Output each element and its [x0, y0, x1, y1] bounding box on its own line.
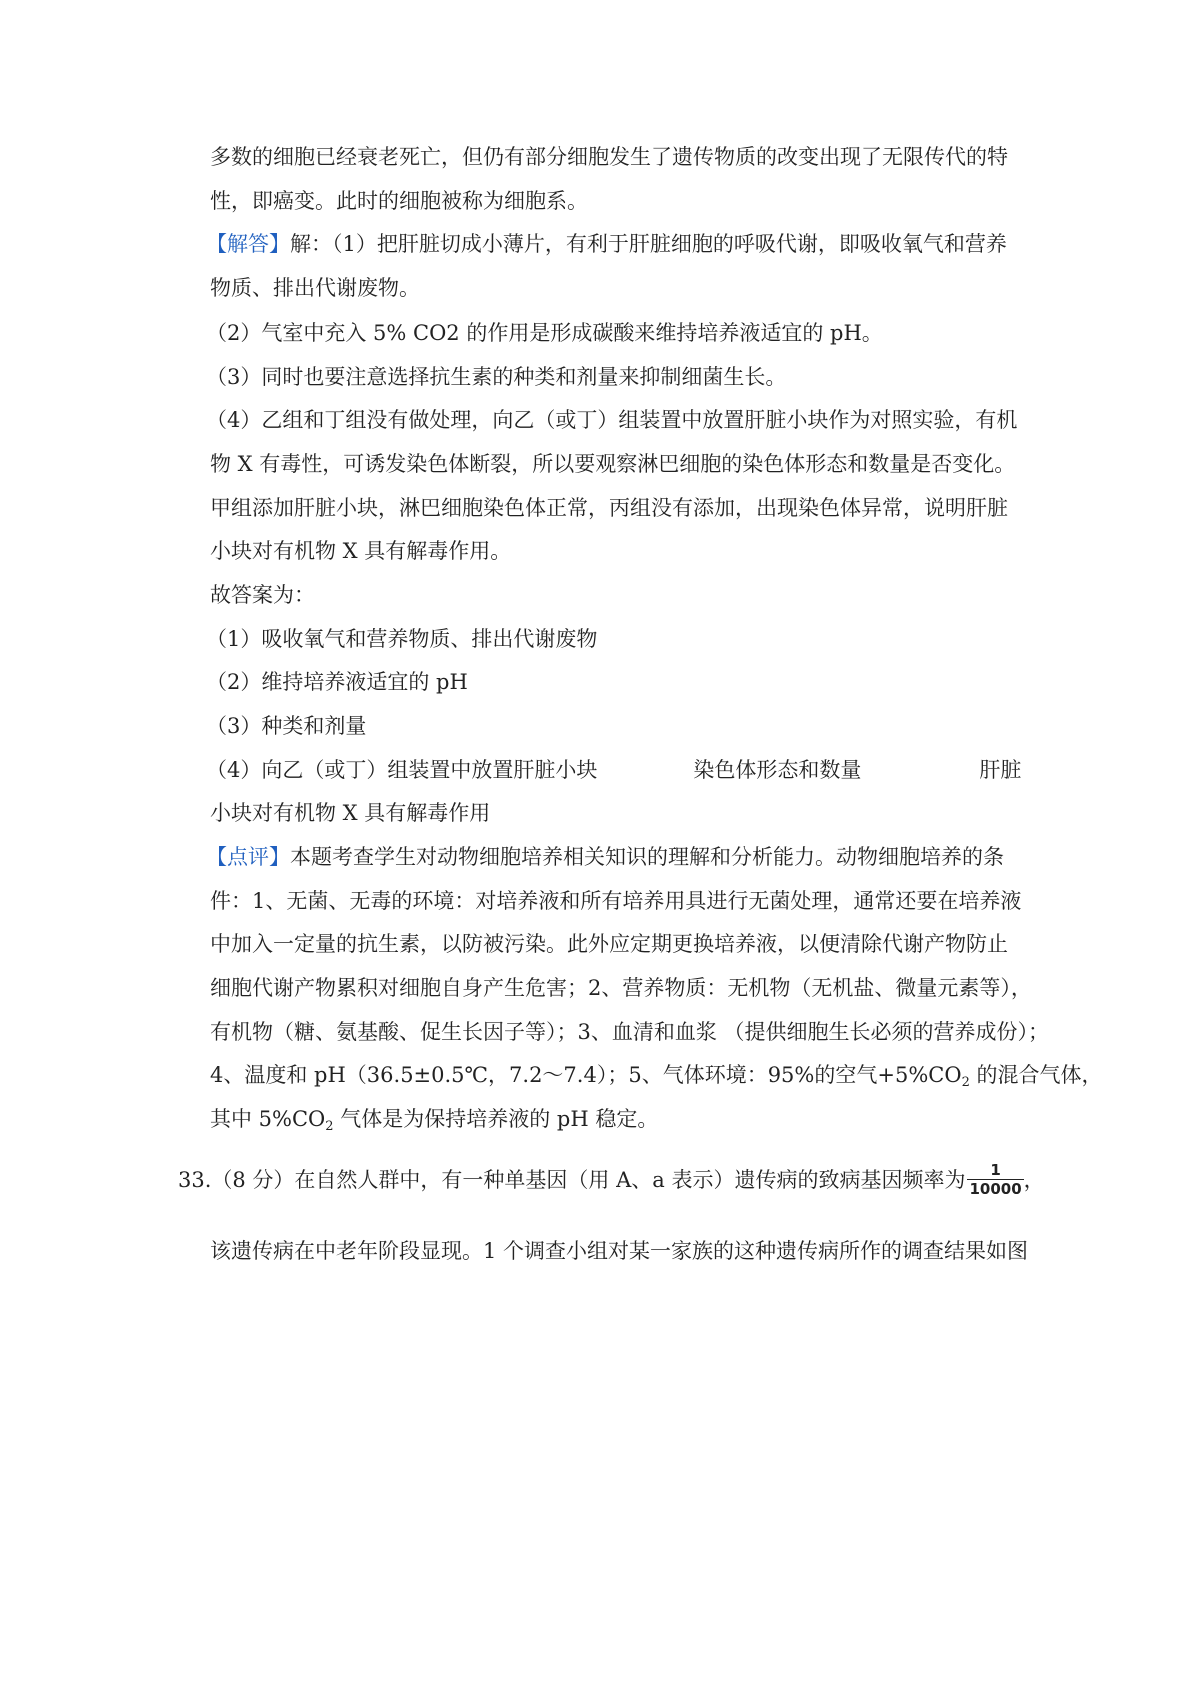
answer-item: （1）吸收氧气和营养物质、排出代谢废物: [206, 627, 598, 651]
text-line: （2）气室中充入 5% CO2 的作用是形成碳酸来维持培养液适宜的 pH。: [206, 321, 883, 345]
answer-paragraph-start: [206, 229, 1022, 259]
text-line: 物质、排出代谢废物。: [210, 276, 420, 300]
text-span: 本题考查学生对动物细胞培养相关知识的理解和分析能力。动物细胞培养的条: [290, 845, 1004, 869]
answer-item: （2）维持培养液适宜的 pH: [206, 670, 468, 694]
text-span: 4、温度和 pH（36.5±0.5℃，7.2～7.4）；5、气体环境：95%的空气+5%CO: [210, 1063, 962, 1087]
subscript: 2: [961, 1075, 970, 1090]
text-line: 物 X 有毒性，可诱发染色体断裂，所以要观察淋巴细胞的染色体形态和数量是否变化。: [210, 452, 1016, 476]
text-line: 细胞代谢产物累积对细胞自身产生危害；2、营养物质：无机物（无机盐、微量元素等），: [210, 976, 1032, 1000]
answer-item: [206, 755, 1022, 785]
text-line: 甲组添加肝脏小块，淋巴细胞染色体正常，丙组没有添加，出现染色体异常，说明肝脏: [210, 496, 1008, 520]
text-line: 该遗传病在中老年阶段显现。1 个调查小组对某一家族的这种遗传病所作的调查结果如图: [210, 1239, 1029, 1263]
text-line: 多数的细胞已经衰老死亡，但仍有部分细胞发生了遗传物质的改变出现了无限传代的特: [210, 145, 1008, 169]
text-span: 肝脏: [979, 758, 1022, 782]
text-span: ，: [1023, 1168, 1045, 1192]
comment-paragraph-start: [206, 842, 1022, 872]
text-span: 解：（1）把肝脏切成小薄片，有利于肝脏细胞的呼吸代谢，即吸收氧气和营养: [290, 232, 1007, 256]
text-span: 其中 5%CO: [210, 1107, 326, 1131]
fraction-denominator: 10000: [969, 1180, 1022, 1198]
text-line: 件：1、无菌、无毒的环境：对培养液和所有培养用具进行无菌处理，通常还要在培养液: [210, 889, 1022, 913]
question-text: 33.（8 分）在自然人群中，有一种单基因（用 A、a 表示）遗传病的致病基因频率为: [178, 1168, 966, 1192]
text-line: 故答案为：: [210, 583, 315, 607]
comment-tag: 【点评】: [206, 845, 290, 869]
text-span: （4）向乙（或丁）组装置中放置肝脏小块: [206, 758, 598, 782]
text-span: 染色体形态和数量: [693, 758, 862, 782]
text-line: 性，即癌变。此时的细胞被称为细胞系。: [210, 189, 588, 213]
text-line: 中加入一定量的抗生素，以防被污染。此外应定期更换培养液，以便清除代谢产物防止: [210, 932, 1008, 956]
text-line: [210, 1104, 1026, 1134]
text-span: 气体是为保持培养液的 pH 稳定。: [333, 1107, 659, 1131]
subscript: 2: [325, 1119, 334, 1134]
text-line: （3）同时也要注意选择抗生素的种类和剂量来抑制细菌生长。: [206, 365, 787, 389]
fraction: [967, 1161, 1023, 1198]
question-33: [178, 1161, 1045, 1200]
answer-tag: 【解答】: [206, 232, 290, 256]
text-line: 小块对有机物 X 具有解毒作用。: [210, 539, 512, 563]
text-line: 小块对有机物 X 具有解毒作用: [210, 801, 491, 825]
text-line: （4）乙组和丁组没有做处理，向乙（或丁）组装置中放置肝脏小块作为对照实验，有机: [206, 408, 1018, 432]
text-line: [210, 1060, 1103, 1090]
text-line: 有机物（糖、氨基酸、促生长因子等）；3、血清和血浆 （提供细胞生长必须的营养成份）；: [210, 1020, 1050, 1044]
answer-item: （3）种类和剂量: [206, 714, 367, 738]
fraction-numerator: 1: [990, 1161, 1001, 1179]
text-span: 的混合气体，: [969, 1063, 1103, 1087]
